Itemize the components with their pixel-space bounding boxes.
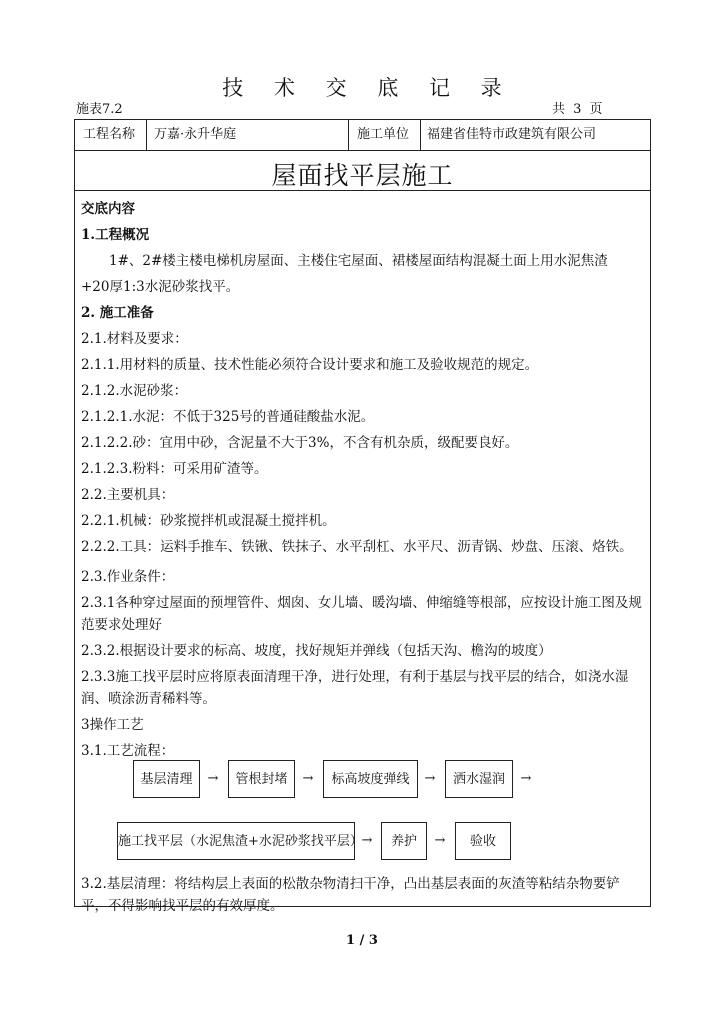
clause: 3.2.基层清理：将结构层上表面的松散杂物清扫干净，凸出基层表面的灰渣等粘结杂物要铲平，不得影响找平层的有效厚度。 xyxy=(81,876,620,914)
divider xyxy=(348,120,349,150)
clause: 2.1.2.3.粉料：可采用矿渣等。 xyxy=(81,461,268,477)
process-flow-row-2 xyxy=(75,822,650,862)
clause: 2.1.2.水泥砂浆： xyxy=(81,383,188,399)
record-table xyxy=(74,119,651,914)
project-name-value: 万嘉·永升华庭 xyxy=(154,127,237,142)
clause: 2.2.2.工具：运料手推车、铁锹、铁抹子、水平刮杠、水平尺、沥青锅、炒盘、压滚、烙铁。 xyxy=(81,539,633,555)
divider xyxy=(146,120,147,150)
paragraph: 1#、2#楼主楼电梯机房屋面、主楼住宅屋面、裙楼屋面结构混凝土面上用水泥焦渣 xyxy=(109,253,608,269)
arrow-right-icon: → xyxy=(424,771,436,786)
flow-step: 养护 xyxy=(381,822,427,860)
flow-step: 管根封堵 xyxy=(228,760,295,798)
flow-step: 标高坡度弹线 xyxy=(323,760,418,798)
clause: 3.1.工艺流程： xyxy=(81,743,175,759)
arrow-right-icon: → xyxy=(302,771,314,786)
clause: 2.1.2.1.水泥：不低于325号的普通硅酸盐水泥。 xyxy=(81,409,375,425)
page-number: 1 / 3 xyxy=(346,933,378,948)
divider xyxy=(75,190,650,191)
construction-unit-value: 福建省佳特市政建筑有限公司 xyxy=(427,127,597,142)
heading-2: 2. 施工准备 xyxy=(81,305,154,321)
divider xyxy=(420,120,421,150)
paragraph: +20厚1:3水泥砂浆找平。 xyxy=(81,279,240,295)
page-title: 屋面找平层施工 xyxy=(271,161,454,190)
divider xyxy=(75,150,650,151)
flow-step: 洒水湿润 xyxy=(445,760,513,798)
arrow-right-icon: → xyxy=(434,833,446,848)
content-tail xyxy=(81,871,644,919)
clause: 2.2.1.机械：砂浆搅拌机或混凝土搅拌机。 xyxy=(81,513,336,529)
clause: 2.3.1各种穿过屋面的预埋管件、烟囱、女儿墙、暖沟墙、伸缩缝等根部，应按设计施工图及规范要求处理好 xyxy=(81,595,642,633)
arrow-right-icon: → xyxy=(207,771,219,786)
document-title: 技 术 交 底 记 录 xyxy=(222,76,514,100)
process-flow-row-1 xyxy=(75,760,650,800)
section-label: 交底内容 xyxy=(81,201,135,217)
arrow-right-icon: → xyxy=(520,771,532,786)
page-count: 共 3 页 xyxy=(552,102,605,117)
clause: 2.2.主要机具： xyxy=(81,487,175,503)
arrow-right-icon: → xyxy=(361,833,373,848)
construction-unit-label: 施工单位 xyxy=(357,127,410,142)
clause: 2.3.作业条件： xyxy=(81,569,175,585)
heading-3: 3操作工艺 xyxy=(81,717,144,733)
flow-step: 基层清理 xyxy=(133,760,200,798)
content-body xyxy=(81,196,644,764)
clause: 2.3.3施工找平层时应将原表面清理干净，进行处理，有利于基层与找平层的结合，如浇水湿润、喷涂沥青稀料等。 xyxy=(81,669,629,707)
heading-1: 1.工程概况 xyxy=(81,227,150,243)
flow-step: 验收 xyxy=(455,822,511,860)
clause: 2.1.材料及要求： xyxy=(81,331,188,347)
form-number: 施表7.2 xyxy=(76,102,123,117)
clause: 2.3.2.根据设计要求的标高、坡度，找好规矩并弹线（包括天沟、檐沟的坡度） xyxy=(81,643,552,659)
clause: 2.1.2.2.砂：宜用中砂，含泥量不大于3%，不含有机杂质，级配要良好。 xyxy=(81,435,519,451)
clause: 2.1.1.用材料的质量、技术性能必须符合设计要求和施工及验收规范的规定。 xyxy=(81,357,539,373)
project-name-label: 工程名称 xyxy=(83,127,136,142)
flow-step: 施工找平层（水泥焦渣+水泥砂浆找平层） xyxy=(117,822,355,860)
